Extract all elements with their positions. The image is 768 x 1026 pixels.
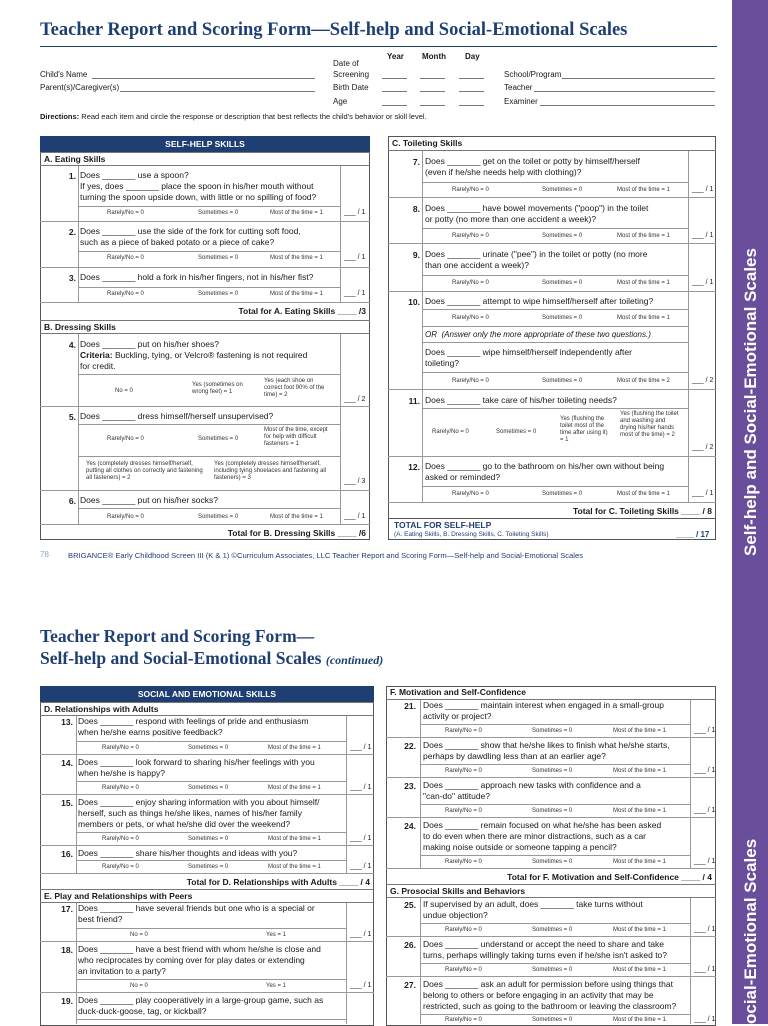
option-most[interactable]: Most of the time = 1 [617, 280, 670, 286]
parents-label: Parent(s)/Caregiver(s) [40, 83, 120, 92]
option-sometimes[interactable]: Sometimes = 0 [532, 808, 573, 814]
item-text: best friend? [78, 914, 123, 924]
item-text: asked or reminded? [425, 472, 501, 482]
option-yes-dress-tying[interactable]: Yes (completely dresses himself/herself, including tying shoelaces and fastening all fasteners) = 3 [214, 461, 327, 481]
item-17 [78, 903, 315, 925]
item-text: (even if he/she needs help with clothing)? [425, 167, 582, 177]
option-rarely[interactable]: Rarely/No = 0 [107, 514, 144, 520]
option-rarely[interactable]: Rarely/No = 0 [102, 745, 139, 751]
score-field[interactable]: ___ / 1 [694, 926, 716, 933]
item-text: "can-do" attitude? [423, 791, 490, 801]
item-1 [80, 170, 316, 203]
item-text: Does _______ look forward to sharing his/her feelings with you [78, 757, 315, 767]
option-sometimes[interactable]: Sometimes = 0 [532, 768, 573, 774]
item-21 [423, 700, 664, 722]
item-text: Does _______ ask an adult for permission before using things that [423, 979, 673, 989]
item-text: who reciprocates by coming over for play dates or extending [78, 955, 305, 965]
item-23 [423, 780, 641, 802]
option-most[interactable]: Most of the time = 1 [613, 1017, 666, 1023]
teacher-label: Teacher [504, 83, 533, 92]
option-most[interactable]: Most of the time = 1 [617, 491, 670, 497]
item-text: Does _______ maintain interest when engaged in a small-group [423, 700, 664, 710]
option-sometimes[interactable]: Sometimes = 0 [532, 859, 573, 865]
score-field[interactable]: ___ / 1 [344, 209, 366, 216]
option-yes-flush[interactable]: Yes (flushing the toilet most of the time after using it) = 1 [560, 416, 608, 443]
birth-day-field[interactable] [459, 91, 484, 92]
item-text: restricted, such as going to the bathroom or leaving the classroom? [423, 1001, 677, 1011]
option-most[interactable]: Most of the time = 1 [613, 768, 666, 774]
total-dressing: Total for B. Dressing Skills ____ /6 [227, 528, 366, 538]
item-text: activity or project? [423, 711, 492, 721]
option-sometimes[interactable]: Sometimes = 0 [542, 315, 583, 321]
option-most[interactable]: Most of the time = 1 [270, 210, 323, 216]
item-14 [78, 757, 315, 779]
option-rarely[interactable]: Rarely/No = 0 [445, 927, 482, 933]
directions-text: Read each item and circle the response or description that best reflects the child's behavior or skill level. [81, 112, 427, 121]
score-field[interactable]: ___ / 1 [350, 931, 372, 938]
item-number: 12. [408, 462, 420, 472]
option-rarely[interactable]: Rarely/No = 0 [445, 768, 482, 774]
section-eating-skills: A. Eating Skills [40, 152, 370, 166]
screening-month-field[interactable] [420, 78, 445, 79]
item-text: Does _______ play cooperatively in a large-group game, such as [78, 995, 324, 1005]
item-6: Does _______ put on his/her socks? [80, 495, 218, 505]
item-text: or potty (no more than one accident a week)? [425, 214, 597, 224]
item-text: Does _______ enjoy sharing information with you about himself/ [78, 797, 320, 807]
self-help-banner: SELF-HELP SKILLS [40, 136, 370, 152]
item-text: herself, such as things he/she likes, names of his/her family [78, 808, 302, 818]
item-9 [425, 249, 647, 271]
option-sometimes[interactable]: Sometimes = 0 [542, 378, 583, 384]
footer-text: BRIGANCE® Early Childhood Screen III (K & 1) ©Curriculum Associates, LLC Teacher Report and Scoring Form—Self-help and Social-Emotional Scales [68, 551, 583, 560]
item-text: Does _______ get on the toilet or potty by himself/herself [425, 156, 640, 166]
option-sometimes[interactable]: Sometimes = 0 [532, 927, 573, 933]
score-field[interactable]: ___ / 1 [694, 1016, 716, 1023]
item-text: If yes, does _______ place the spoon in his/her mouth without [80, 181, 314, 191]
score-field[interactable]: ___ / 1 [694, 858, 716, 865]
item-text: making noise outside or someone tapping a pencil? [423, 842, 617, 852]
school-label: School/Program [504, 70, 562, 79]
item-text: duck-duck-goose, tag, or kickball? [78, 1006, 207, 1016]
continued-label: (continued) [325, 653, 384, 667]
item-3: Does _______ hold a fork in his/her fingers, not in his/her fist? [80, 272, 314, 282]
option-most[interactable]: Most of the time = 1 [268, 836, 321, 842]
age-day-field[interactable] [459, 105, 484, 106]
total-self-help-label: TOTAL FOR SELF-HELP [394, 520, 492, 530]
or-instructions: (Answer only the more appropriate of these two questions.) [441, 330, 651, 339]
option-most-help[interactable]: Most of the time, except for help with difficult fasteners = 1 [264, 427, 328, 447]
item-number: 21. [404, 701, 416, 711]
item-24 [423, 820, 661, 853]
or-label: OR [425, 330, 437, 339]
item-text: Does _______ understand or accept the need to share and take [423, 939, 665, 949]
day-label: Day [465, 52, 480, 61]
directions-label: Directions: [40, 112, 80, 121]
item-text: than one accident a week)? [425, 260, 529, 270]
score-field[interactable]: ___ / 1 [694, 807, 716, 814]
sidebar-title-top: Self-help and Social-Emotional Scales [741, 248, 760, 556]
total-self-help-sub: (A. Eating Skills, B. Dressing Skills, C. Toileting Skills) [394, 531, 549, 538]
option-rarely[interactable]: Rarely/No = 0 [452, 378, 489, 384]
item-15 [78, 797, 319, 830]
score-field[interactable]: ___ / 1 [350, 784, 372, 791]
option-most[interactable]: Most of the time = 1 [268, 785, 321, 791]
screening-year-field[interactable] [382, 78, 407, 79]
option-rarely[interactable]: Rarely/No = 0 [452, 187, 489, 193]
item-number: 11. [408, 396, 420, 406]
option-sometimes[interactable]: Sometimes = 0 [542, 233, 583, 239]
total-relationships-adults: Total for D. Relationships with Adults ____ / 4 [186, 877, 370, 887]
score-field[interactable]: ___ / 1 [694, 966, 716, 973]
score-field[interactable]: ___ / 1 [694, 727, 716, 734]
child-name-label: Child's Name [40, 70, 88, 79]
score-field[interactable]: ___ / 3 [344, 478, 366, 485]
option-sometimes[interactable]: Sometimes = 0 [532, 728, 573, 734]
option-rarely[interactable]: Rarely/No = 0 [445, 859, 482, 865]
option-rarely[interactable]: Rarely/No = 0 [445, 808, 482, 814]
section-prosocial: G. Prosocial Skills and Behaviors [386, 884, 716, 898]
item-number: 16. [61, 849, 73, 859]
item-number: 4. [68, 340, 76, 350]
item-number: 6. [68, 496, 76, 506]
item-11: Does _______ take care of his/her toileting needs? [425, 395, 617, 405]
item-4 [80, 339, 307, 372]
parents-field[interactable] [120, 91, 315, 92]
option-most[interactable]: Most of the time = 1 [268, 745, 321, 751]
item-22 [423, 740, 670, 762]
score-field[interactable]: ___ / 1 [350, 744, 372, 751]
score-field[interactable]: ___ / 1 [692, 490, 714, 497]
screening-day-field[interactable] [459, 78, 484, 79]
option-rarely[interactable]: Rarely/No = 0 [445, 1017, 482, 1023]
item-text: Does _______ have bowel movements ("poop") in the toilet [425, 203, 649, 213]
option-rarely[interactable]: Rarely/No = 0 [107, 436, 144, 442]
title-rule [40, 46, 717, 47]
sidebar-band [732, 0, 768, 1024]
birth-month-field[interactable] [420, 91, 445, 92]
continued-title-line2 [40, 648, 383, 669]
sidebar-title-bottom: ocial-Emotional Scales [741, 838, 760, 1024]
score-field[interactable]: ___ / 1 [344, 254, 366, 261]
score-field[interactable]: ___ / 1 [344, 290, 366, 297]
item-text: an invitation to a party? [78, 966, 166, 976]
item-number: 23. [404, 781, 416, 791]
birth-year-field[interactable] [382, 91, 407, 92]
section-motivation: F. Motivation and Self-Confidence [386, 686, 716, 700]
item-13 [78, 716, 309, 738]
option-most[interactable]: Most of the time = 1 [613, 927, 666, 933]
option-most[interactable]: Most of the time = 1 [617, 315, 670, 321]
item-16: Does _______ share his/her thoughts and ideas with you? [78, 848, 298, 858]
age-label: Age [333, 97, 348, 106]
month-label: Month [422, 52, 446, 61]
option-most[interactable]: Most of the time = 1 [613, 859, 666, 865]
item-text: If supervised by an adult, does _______ take turns without [423, 899, 643, 909]
option-rarely[interactable]: Rarely/No = 0 [445, 967, 482, 973]
option-sometimes[interactable]: Sometimes = 0 [532, 967, 573, 973]
item-text: Does _______ remain focused on what he/she has been asked [423, 820, 662, 830]
item-number: 26. [404, 940, 416, 950]
score-field[interactable]: ___ / 1 [692, 186, 714, 193]
option-most[interactable]: Most of the time = 1 [613, 808, 666, 814]
option-rarely[interactable]: Rarely/No = 0 [445, 728, 482, 734]
option-sometimes[interactable]: Sometimes = 0 [188, 836, 229, 842]
option-yes-wrong-feet[interactable]: Yes (sometimes on wrong feet) = 1 [192, 382, 243, 395]
directions [40, 112, 427, 121]
score-field[interactable]: ___ / 1 [344, 513, 366, 520]
item-number: 10. [408, 297, 420, 307]
section-relationships-adults: D. Relationships with Adults [40, 702, 374, 716]
item-number: 15. [61, 798, 73, 808]
score-field[interactable]: ___ / 1 [350, 863, 372, 870]
item-text: members or pets, or what he/she did over the weekend? [78, 819, 291, 829]
option-yes[interactable]: Yes = 1 [266, 932, 286, 938]
score-field[interactable]: ___ / 1 [692, 279, 714, 286]
item-text: turning the spoon upside down, with little or no spilling of food? [80, 192, 317, 202]
item-text: such as a piece of baked potato or a piece of cake? [80, 237, 275, 247]
option-most[interactable]: Most of the time = 1 [617, 233, 670, 239]
item-number: 8. [412, 204, 420, 214]
item-text: Does _______ have several friends but one who is a special or [78, 903, 315, 913]
option-rarely[interactable]: Rarely/No = 0 [102, 864, 139, 870]
option-sometimes[interactable]: Sometimes = 0 [198, 210, 239, 216]
option-sometimes[interactable]: Sometimes = 0 [198, 436, 239, 442]
page-number: 78 [40, 550, 49, 559]
option-sometimes[interactable]: Sometimes = 0 [542, 280, 583, 286]
examiner-field[interactable] [540, 105, 715, 106]
total-toileting: Total for C. Toileting Skills ____ / 8 [572, 506, 712, 516]
option-sometimes[interactable]: Sometimes = 0 [188, 745, 229, 751]
option-rarely[interactable]: Rarely/No = 0 [102, 836, 139, 842]
item-text: toileting? [425, 358, 460, 368]
item-text: belong to others or before engaging in an activity that may be [423, 990, 654, 1000]
item-number: 19. [61, 996, 73, 1006]
section-play-peers: E. Play and Relationships with Peers [40, 889, 374, 903]
item-number: 24. [404, 821, 416, 831]
item-text: Does _______ have a best friend with whom he/she is close and [78, 944, 321, 954]
item-number: 13. [61, 717, 73, 727]
item-text: Does _______ show that he/she likes to finish what he/she starts, [423, 740, 670, 750]
item-number: 27. [404, 980, 416, 990]
option-sometimes[interactable]: Sometimes = 0 [542, 491, 583, 497]
examiner-label: Examiner [504, 97, 538, 106]
option-rarely[interactable]: Rarely/No = 0 [452, 280, 489, 286]
item-number: 5. [68, 412, 76, 422]
continued-title-text: Self-help and Social-Emotional Scales [40, 648, 322, 668]
item-5: Does _______ dress himself/herself unsupervised? [80, 411, 274, 421]
option-rarely[interactable]: Rarely/No = 0 [102, 785, 139, 791]
option-sometimes[interactable]: Sometimes = 0 [198, 514, 239, 520]
item-text: Does _______ respond with feelings of pride and enthusiasm [78, 716, 309, 726]
criteria-label: Criteria: [80, 350, 113, 360]
school-field[interactable] [562, 78, 715, 79]
birth-date-label: Birth Date [333, 83, 369, 92]
item-text: Does _______ use the side of the fork for cutting soft food, [80, 226, 301, 236]
option-rarely[interactable]: Rarely/No = 0 [452, 315, 489, 321]
option-yes[interactable]: Yes = 1 [266, 983, 286, 989]
option-no[interactable]: No = 0 [130, 983, 148, 989]
item-number: 3. [68, 273, 76, 283]
option-sometimes[interactable]: Sometimes = 0 [198, 255, 239, 261]
option-no[interactable]: No = 0 [115, 388, 133, 394]
item-text: Does _______ go to the bathroom on his/her own without being [425, 461, 665, 471]
section-dressing-skills: B. Dressing Skills [40, 320, 370, 334]
item-number: 25. [404, 900, 416, 910]
or-note [425, 329, 651, 340]
item-number: 7. [412, 157, 420, 167]
option-rarely[interactable]: Rarely/No = 0 [107, 210, 144, 216]
item-19 [78, 995, 323, 1017]
item-number: 14. [61, 758, 73, 768]
option-rarely[interactable]: Rarely/No = 0 [107, 291, 144, 297]
option-yes-flush-wash[interactable]: Yes (flushing the toilet and washing and drying his/her hands most of the time) = 2 [620, 411, 679, 438]
option-sometimes[interactable]: Sometimes = 0 [188, 864, 229, 870]
age-month-field[interactable] [420, 105, 445, 106]
item-text: turns, perhaps willingly taking turns even if he/she isn't asked to? [423, 950, 668, 960]
option-sometimes[interactable]: Sometimes = 0 [496, 429, 537, 435]
total-eating: Total for A. Eating Skills ____ /3 [238, 306, 366, 316]
item-number: 17. [61, 904, 73, 914]
item-text: Does _______ wipe himself/herself independently after [425, 347, 632, 357]
item-number: 9. [412, 250, 420, 260]
continued-title-line1: Teacher Report and Scoring Form— [40, 626, 315, 646]
option-most[interactable]: Most of the time = 1 [270, 291, 323, 297]
item-text: for credit. [80, 361, 116, 371]
option-yes-dress[interactable]: Yes (completely dresses himself/herself, putting all clothes on correctly and fastening all fasteners) = 2 [86, 461, 203, 481]
date-of-label: Date of [333, 59, 359, 68]
option-sometimes[interactable]: Sometimes = 0 [198, 291, 239, 297]
option-most[interactable]: Most of the time = 1 [613, 728, 666, 734]
item-12 [425, 461, 664, 483]
score-field[interactable]: ___ / 1 [350, 982, 372, 989]
option-rarely[interactable]: Rarely/No = 0 [452, 233, 489, 239]
item-text: Does _______ use a spoon? [80, 170, 189, 180]
item-text: to do even when there are minor distractions, such as a car [423, 831, 647, 841]
score-field[interactable]: ___ / 2 [344, 396, 366, 403]
item-number: 22. [404, 741, 416, 751]
item-text: Does _______ put on his/her shoes? [80, 339, 219, 349]
age-year-field[interactable] [382, 105, 407, 106]
option-no[interactable]: No = 0 [130, 932, 148, 938]
item-2 [80, 226, 301, 248]
teacher-field[interactable] [534, 91, 715, 92]
total-self-help-score: ____ / 17 [676, 530, 710, 539]
child-name-field[interactable] [92, 78, 315, 79]
item-text: when he/she earns positive feedback? [78, 727, 223, 737]
item-text: undue objection? [423, 910, 488, 920]
section-toileting-skills: C. Toileting Skills [388, 137, 716, 151]
score-field[interactable]: ___ / 2 [692, 444, 714, 451]
item-27 [423, 979, 676, 1012]
option-most[interactable]: Most of the time = 1 [270, 514, 323, 520]
item-26 [423, 939, 667, 961]
option-sometimes[interactable]: Sometimes = 0 [188, 785, 229, 791]
year-label: Year [387, 52, 404, 61]
item-10b [425, 347, 632, 369]
score-field[interactable]: ___ / 1 [694, 767, 716, 774]
item-text: when he/she is happy? [78, 768, 165, 778]
option-rarely[interactable]: Rarely/No = 0 [432, 429, 469, 435]
item-text: Does _______ urinate ("pee") in the toilet or potty (no more [425, 249, 648, 259]
option-yes-correct[interactable]: Yes (each shoe on correct foot 90% of the time) = 2 [264, 378, 325, 398]
option-sometimes[interactable]: Sometimes = 0 [542, 187, 583, 193]
item-10: Does _______ attempt to wipe himself/herself after toileting? [425, 296, 654, 306]
item-number: 18. [61, 945, 73, 955]
item-8 [425, 203, 648, 225]
item-25 [423, 899, 643, 921]
option-most[interactable]: Most of the time = 1 [617, 187, 670, 193]
page-title: Teacher Report and Scoring Form—Self-help and Social-Emotional Scales [40, 20, 628, 40]
option-sometimes[interactable]: Sometimes = 0 [532, 1017, 573, 1023]
score-field[interactable]: ___ / 2 [692, 377, 714, 384]
option-rarely[interactable]: Rarely/No = 0 [452, 491, 489, 497]
social-banner: SOCIAL AND EMOTIONAL SKILLS [40, 686, 374, 702]
item-18 [78, 944, 321, 977]
item-text: Does _______ approach new tasks with confidence and a [423, 780, 641, 790]
total-motivation: Total for F. Motivation and Self-Confidence ____ / 4 [507, 872, 712, 882]
score-field[interactable]: ___ / 1 [692, 232, 714, 239]
item-7 [425, 156, 640, 178]
option-most[interactable]: Most of the time = 1 [270, 255, 323, 261]
option-most[interactable]: Most of the time = 2 [617, 378, 670, 384]
screening-label: Screening [333, 70, 370, 79]
option-most[interactable]: Most of the time = 1 [268, 864, 321, 870]
item-number: 1. [68, 171, 76, 181]
score-field[interactable]: ___ / 1 [350, 835, 372, 842]
option-most[interactable]: Most of the time = 1 [613, 967, 666, 973]
option-rarely[interactable]: Rarely/No = 0 [107, 255, 144, 261]
item-number: 2. [68, 227, 76, 237]
item-text: perhaps by dawdling less than at an earlier age? [423, 751, 606, 761]
item-text: Buckling, tying, or Velcro® fastening is not required [112, 350, 308, 360]
